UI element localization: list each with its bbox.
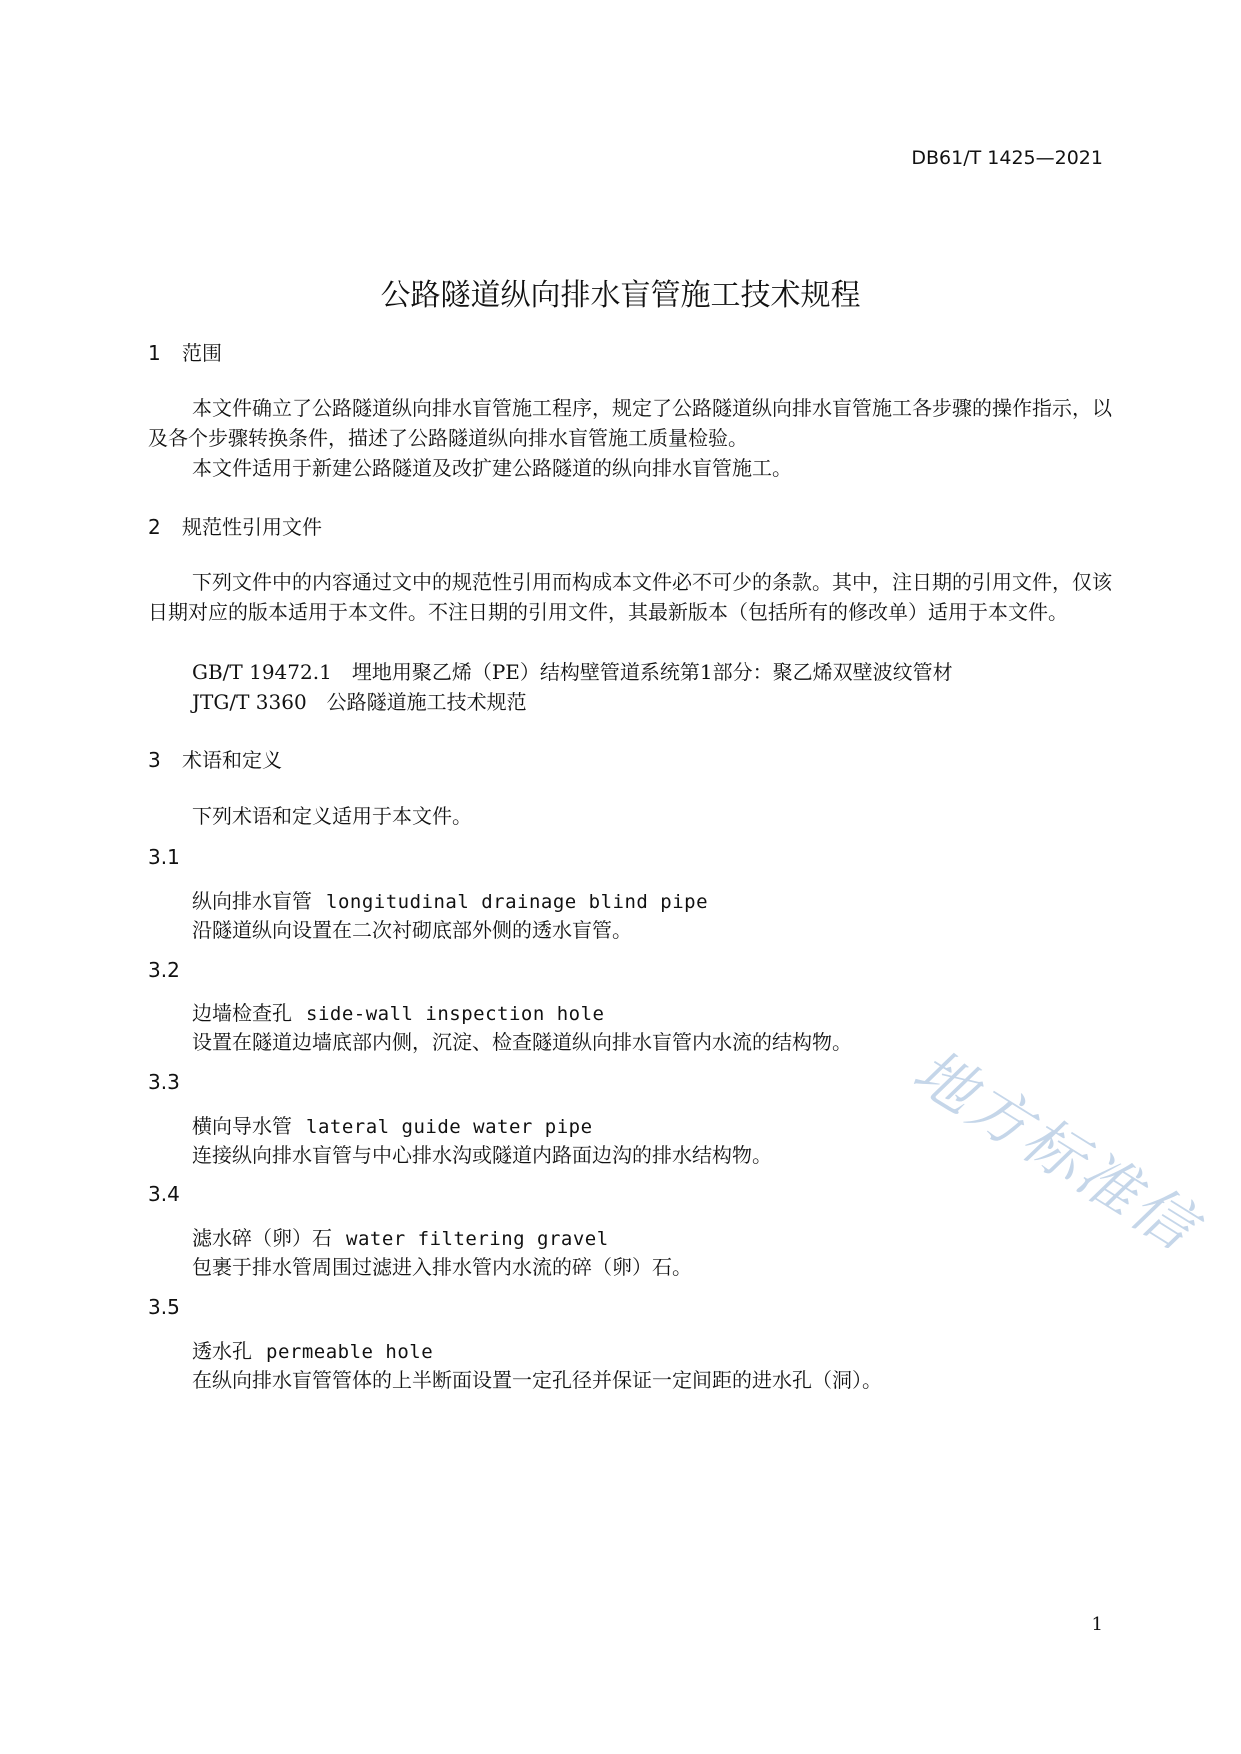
term-chinese: 边墙检查孔 <box>192 1001 292 1025</box>
reference-2: JTG/T 3360 公路隧道施工技术规范 <box>192 690 527 714</box>
section-title: 范围 <box>182 341 222 365</box>
term-chinese: 滤水碎（卵）石 <box>192 1226 332 1250</box>
term-number: 3.1 <box>148 845 180 869</box>
section-1-paragraph-1: 本文件确立了公路隧道纵向排水盲管施工程序，规定了公路隧道纵向排水盲管施工各步骤的操作指示，以及各个步骤转换条件，描述了公路隧道纵向排水盲管施工质量检验。 <box>148 396 1112 450</box>
section-3-intro: 下列术语和定义适用于本文件。 <box>192 804 472 828</box>
term-chinese: 透水孔 <box>192 1339 252 1363</box>
section-title: 术语和定义 <box>182 748 282 772</box>
section-1-heading <box>148 337 222 366</box>
document-title: 公路隧道纵向排水盲管施工技术规程 <box>380 278 861 313</box>
term-definition: 连接纵向排水盲管与中心排水沟或隧道内路面边沟的排水结构物。 <box>192 1143 772 1167</box>
term-heading <box>192 1222 609 1251</box>
term-number: 3.3 <box>148 1070 180 1094</box>
term-chinese: 纵向排水盲管 <box>192 889 312 913</box>
section-number: 3 <box>148 748 161 772</box>
term-number: 3.4 <box>148 1182 180 1206</box>
section-2-heading <box>148 511 322 540</box>
term-definition: 在纵向排水盲管管体的上半断面设置一定孔径并保证一定间距的进水孔（洞）。 <box>192 1368 882 1392</box>
term-heading <box>192 1335 433 1364</box>
term-definition: 包裹于排水管周围过滤进入排水管内水流的碎（卵）石。 <box>192 1255 692 1279</box>
term-english: side-wall inspection hole <box>306 1003 605 1025</box>
term-english: water filtering gravel <box>346 1228 609 1250</box>
standard-code: DB61/T 1425—2021 <box>911 147 1103 169</box>
page-number: 1 <box>1091 1614 1103 1635</box>
term-heading <box>192 885 708 914</box>
term-number: 3.2 <box>148 958 180 982</box>
term-english: longitudinal drainage blind pipe <box>326 891 709 913</box>
term-definition: 设置在隧道边墙底部内侧，沉淀、检查隧道纵向排水盲管内水流的结构物。 <box>192 1030 852 1054</box>
section-number: 2 <box>148 515 161 539</box>
section-number: 1 <box>148 341 161 365</box>
term-english: lateral guide water pipe <box>306 1116 593 1138</box>
term-heading <box>192 1110 593 1139</box>
term-number: 3.5 <box>148 1295 180 1319</box>
watermark: 地方标准信 <box>901 1036 1210 1265</box>
term-heading <box>192 997 604 1026</box>
section-3-heading <box>148 744 282 773</box>
term-definition: 沿隧道纵向设置在二次衬砌底部外侧的透水盲管。 <box>192 918 632 942</box>
section-1-paragraph-2: 本文件适用于新建公路隧道及改扩建公路隧道的纵向排水盲管施工。 <box>192 456 792 480</box>
section-2-paragraph-1: 下列文件中的内容通过文中的规范性引用而构成本文件必不可少的条款。其中，注日期的引用文件，仅该日期对应的版本适用于本文件。不注日期的引用文件，其最新版本（包括所有的修改单）适用于本文件。 <box>148 570 1112 624</box>
reference-1: GB/T 19472.1 埋地用聚乙烯（PE）结构壁管道系统第1部分：聚乙烯双壁波纹管材 <box>192 660 953 684</box>
section-title: 规范性引用文件 <box>182 515 322 539</box>
term-english: permeable hole <box>266 1341 434 1363</box>
term-chinese: 横向导水管 <box>192 1114 292 1138</box>
